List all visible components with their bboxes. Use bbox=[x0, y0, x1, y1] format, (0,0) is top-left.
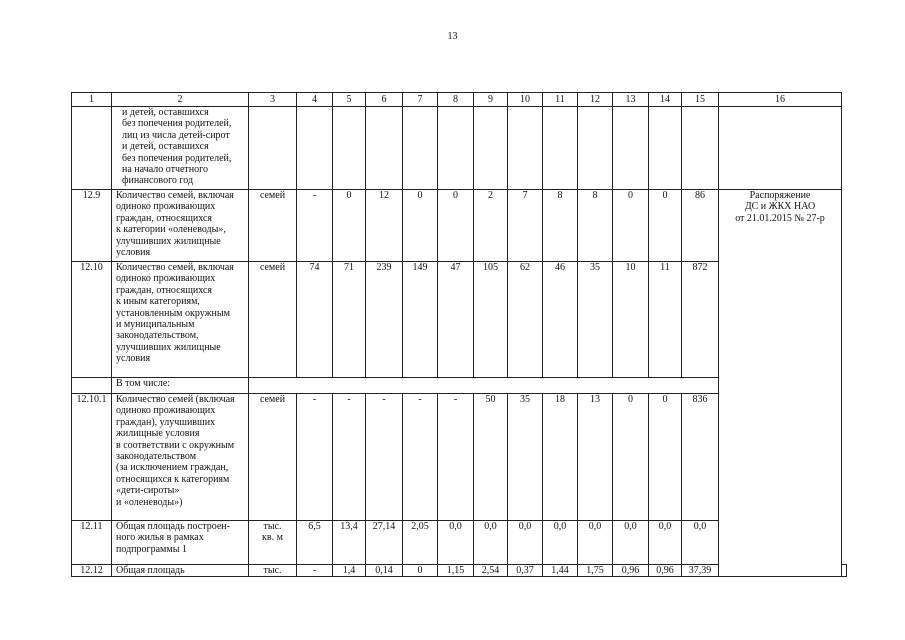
text-line: кв. м bbox=[262, 532, 283, 544]
page-number: 13 bbox=[447, 31, 458, 42]
value-cell: 0,0 bbox=[682, 521, 719, 565]
text-line: тыс. bbox=[263, 521, 282, 532]
value-cell: 0 bbox=[613, 190, 649, 262]
value-cell: 149 bbox=[403, 262, 438, 378]
unit: семей bbox=[249, 190, 297, 262]
column-header: 15 bbox=[682, 93, 719, 107]
value-cell: 0,0 bbox=[578, 521, 613, 565]
value-cell: 0,14 bbox=[366, 565, 403, 577]
row-number: 12.10.1 bbox=[72, 394, 112, 521]
value-cell: 46 bbox=[543, 262, 578, 378]
column-header: 11 bbox=[543, 93, 578, 107]
description bbox=[116, 394, 246, 508]
text-line: граждан, относящихся bbox=[116, 212, 213, 224]
value-cell: 13,4 bbox=[333, 521, 366, 565]
column-header: 5 bbox=[333, 93, 366, 107]
including-label: В том числе: bbox=[112, 378, 249, 394]
text-line: законодательством bbox=[116, 451, 197, 463]
value-cell: 0,0 bbox=[613, 521, 649, 565]
value-cell: 1,44 bbox=[543, 565, 578, 577]
value-cell: 35 bbox=[578, 262, 613, 378]
value-cell: 6,5 bbox=[297, 521, 333, 565]
value-cell: 8 bbox=[543, 190, 578, 262]
column-header: 6 bbox=[366, 93, 403, 107]
text-line: улучшивших жилищные bbox=[116, 341, 221, 353]
column-header: 10 bbox=[508, 93, 543, 107]
value-cell: 37,39 bbox=[682, 565, 719, 577]
row-number: 12.10 bbox=[72, 262, 112, 378]
value-cell: - bbox=[438, 394, 474, 521]
text-line: на начало отчетного bbox=[122, 164, 209, 176]
description bbox=[116, 565, 246, 576]
value-cell: 0 bbox=[613, 394, 649, 521]
text-line: граждан), улучшивших bbox=[116, 416, 216, 428]
value-cell: 47 bbox=[438, 262, 474, 378]
text-line: без попечения родителей, bbox=[122, 152, 232, 164]
value-cell: 1,75 bbox=[578, 565, 613, 577]
text-line: Количество семей, включая bbox=[116, 262, 234, 273]
value-cell: 11 bbox=[649, 262, 682, 378]
table-row bbox=[72, 107, 847, 190]
value-cell: 12 bbox=[366, 190, 403, 262]
text-line: к иным категориям, bbox=[116, 296, 200, 308]
column-header: 13 bbox=[613, 93, 649, 107]
text-line: улучшивших жилищные bbox=[116, 235, 221, 247]
description bbox=[116, 521, 246, 555]
value-cell: 0,0 bbox=[508, 521, 543, 565]
text-line: Количество семей, включая bbox=[116, 190, 234, 201]
value-cell: 2,54 bbox=[474, 565, 508, 577]
value-cell: 13 bbox=[578, 394, 613, 521]
column-header: 16 bbox=[719, 93, 842, 107]
text-line: финансового год bbox=[122, 175, 194, 187]
value-cell: 0,0 bbox=[438, 521, 474, 565]
text-line: Количество семей (включая bbox=[116, 394, 235, 405]
column-header: 4 bbox=[297, 93, 333, 107]
row-number: 12.9 bbox=[72, 190, 112, 262]
value-cell: 1,4 bbox=[333, 565, 366, 577]
value-cell: - bbox=[297, 190, 333, 262]
column-header: 7 bbox=[403, 93, 438, 107]
value-cell: 0 bbox=[649, 394, 682, 521]
text-line: (за исключением граждан, bbox=[116, 462, 229, 474]
value-cell: 1,15 bbox=[438, 565, 474, 577]
value-cell: 50 bbox=[474, 394, 508, 521]
value-cell: 0 bbox=[438, 190, 474, 262]
value-cell: 35 bbox=[508, 394, 543, 521]
value-cell: 0,37 bbox=[508, 565, 543, 577]
value-cell: 27,14 bbox=[366, 521, 403, 565]
value-cell: - bbox=[403, 394, 438, 521]
text-line: ДС и ЖКХ НАО bbox=[744, 201, 816, 213]
text-line: «дети-сироты» bbox=[116, 485, 180, 497]
text-line: ного жилья в рамках bbox=[116, 532, 204, 544]
text-line: условия bbox=[116, 247, 151, 259]
text-line: граждан, относящихся bbox=[116, 284, 213, 296]
column-header: 9 bbox=[474, 93, 508, 107]
legal-note bbox=[721, 190, 839, 224]
value-cell: 0,96 bbox=[649, 565, 682, 577]
text-line: жилищные условия bbox=[116, 428, 200, 440]
value-cell: 7 bbox=[508, 190, 543, 262]
text-line: в соответствии с окружным bbox=[116, 439, 235, 451]
value-cell: 71 bbox=[333, 262, 366, 378]
value-cell: - bbox=[297, 565, 333, 577]
row-number: 12.11 bbox=[72, 521, 112, 565]
value-cell: 239 bbox=[366, 262, 403, 378]
text-line: условия bbox=[116, 353, 151, 365]
text-line: и «оленеводы») bbox=[116, 496, 183, 508]
value-cell: 872 bbox=[682, 262, 719, 378]
value-cell: 74 bbox=[297, 262, 333, 378]
text-line: и муниципальным bbox=[116, 319, 195, 331]
value-cell: 86 bbox=[682, 190, 719, 262]
value-cell: 0 bbox=[649, 190, 682, 262]
value-cell: 2,05 bbox=[403, 521, 438, 565]
value-cell: 2 bbox=[474, 190, 508, 262]
column-header: 8 bbox=[438, 93, 474, 107]
value-cell: 62 bbox=[508, 262, 543, 378]
data-table bbox=[71, 92, 847, 577]
value-cell: 0,0 bbox=[474, 521, 508, 565]
text-line: без попечения родителей, bbox=[122, 118, 232, 130]
value-cell: - bbox=[333, 394, 366, 521]
value-cell: 0,0 bbox=[543, 521, 578, 565]
text-line: законодательством, bbox=[116, 330, 199, 342]
text-line: установленным окружным bbox=[116, 307, 230, 319]
column-header: 14 bbox=[649, 93, 682, 107]
table-row bbox=[72, 190, 847, 262]
text-line: от 21.01.2015 № 27-р bbox=[735, 212, 825, 224]
text-line: Общая площадь bbox=[116, 565, 185, 576]
unit: тыс. bbox=[249, 565, 297, 577]
unit: семей bbox=[249, 262, 297, 378]
text-line: и детей, оставшихся bbox=[122, 107, 209, 118]
description bbox=[116, 190, 246, 258]
column-header: 12 bbox=[578, 93, 613, 107]
value-cell: - bbox=[366, 394, 403, 521]
row-number: 12.12 bbox=[72, 565, 112, 577]
value-cell: - bbox=[297, 394, 333, 521]
column-header: 1 bbox=[72, 93, 112, 107]
column-header: 3 bbox=[249, 93, 297, 107]
description bbox=[122, 107, 246, 187]
value-cell: 10 bbox=[613, 262, 649, 378]
value-cell: 0 bbox=[403, 565, 438, 577]
description bbox=[116, 262, 246, 365]
value-cell: 0,96 bbox=[613, 565, 649, 577]
value-cell: 0 bbox=[403, 190, 438, 262]
text-line: относящихся к категориям bbox=[116, 473, 230, 485]
text-line: подпрограммы 1 bbox=[116, 543, 187, 555]
unit bbox=[251, 521, 294, 544]
unit: семей bbox=[249, 394, 297, 521]
text-line: одиноко проживающих bbox=[116, 405, 216, 417]
text-line: к категории «оленеводы», bbox=[116, 224, 226, 236]
value-cell: 0 bbox=[333, 190, 366, 262]
value-cell: 18 bbox=[543, 394, 578, 521]
value-cell: 8 bbox=[578, 190, 613, 262]
text-line: и детей, оставшихся bbox=[122, 141, 209, 153]
column-header: 2 bbox=[112, 93, 249, 107]
text-line: Распоряжение bbox=[749, 190, 811, 201]
text-line: Общая площадь построен- bbox=[116, 521, 230, 532]
value-cell: 0,0 bbox=[649, 521, 682, 565]
value-cell: 836 bbox=[682, 394, 719, 521]
text-line: одиноко проживающих bbox=[116, 201, 216, 213]
text-line: одиноко проживающих bbox=[116, 273, 216, 285]
value-cell: 105 bbox=[474, 262, 508, 378]
text-line: лиц из числа детей-сирот bbox=[122, 129, 230, 141]
header-row bbox=[72, 93, 847, 107]
